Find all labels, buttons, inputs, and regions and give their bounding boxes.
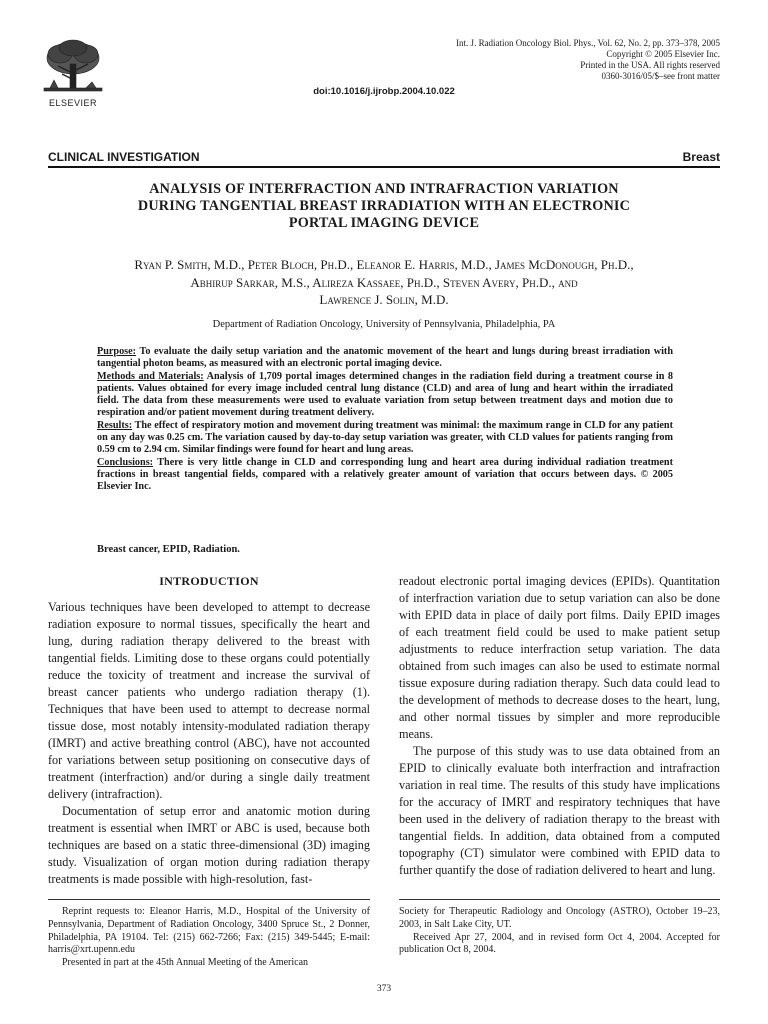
body-paragraph: readout electronic portal imaging devices (EPIDs). Quantitation of interfraction variation due to setup variation can also be done with EPID data in place of daily port films. Daily EPID images of each treatment field could be used to make patient setup adjustments to reduce interfraction setup variation. The data obtained from such images can also be used to estimate normal tissue exposure during radiation therapy. Such data could lead to the development of methods to decrease doses to the heart, lung, and other normal tissues by simpler and more reproducible means. bbox=[399, 574, 720, 741]
body-paragraph: The purpose of this study was to use data obtained from an EPID to clinically evaluate both interfraction and intrafraction variation in real time. The results of this study have implications for the accuracy of IMRT and respiratory techniques that have been used in the delivery of radiation therapy to the breast with tangential fields. In addition, data obtained from a computed topography (CT) simulator were combined with EPID data to further quantify the dose of radiation delivered to heart and lung. bbox=[399, 744, 720, 877]
footnote-text bbox=[48, 906, 370, 957]
body-column-right bbox=[399, 573, 720, 879]
abstract-label: Conclusions: bbox=[97, 456, 154, 468]
journal-citation bbox=[456, 38, 720, 82]
footnote-rule bbox=[399, 899, 720, 900]
title-line: DURING TANGENTIAL BREAST IRRADIATION WITH AN ELECTRONIC bbox=[137, 198, 631, 214]
journal-line: 0360-3016/05/$–see front matter bbox=[601, 71, 720, 81]
author-list bbox=[56, 256, 712, 309]
footnote-right bbox=[399, 906, 720, 957]
section-label: CLINICAL INVESTIGATION bbox=[48, 150, 200, 164]
article-title bbox=[80, 181, 688, 232]
page-number: 373 bbox=[376, 984, 392, 994]
publisher-name: ELSEVIER bbox=[48, 98, 98, 108]
journal-line: Printed in the USA. All rights reserved bbox=[580, 60, 720, 70]
abstract-text: Analysis of 1,709 portal images determined changes in the radiation field during a treatment course in 8 patients. Values obtained for every image included central lung distance (CLD) and area of lung and heart within the irradiated field. The data from these measurements were used to evaluate variation from setup between treatment days and motion due to respiration and/or patient movement during treatment delivery. bbox=[97, 370, 673, 419]
abstract-purpose bbox=[97, 346, 673, 371]
footnote-text: Presented in part at the 45th Annual Meeting of the American bbox=[62, 957, 309, 969]
abstract bbox=[97, 346, 673, 494]
abstract-label: Purpose: bbox=[97, 346, 137, 357]
keywords: Breast cancer, EPID, Radiation. bbox=[97, 544, 240, 555]
footnote-left bbox=[48, 906, 370, 970]
journal-line: Copyright © 2005 Elsevier Inc. bbox=[606, 49, 720, 59]
body-paragraph: Various techniques have been developed to attempt to decrease radiation exposure to normal tissues, specifically the heart and lung, during radiation therapy delivered to the breast with tangential fields. Limiting dose to these organs could potentially reduce the toxicity of treatment and increase the survival of breast cancer patients who undergo radiation therapy (1). Techniques that have been used to attempt to decrease normal tissue dose, most notably intensity-modulated radiation therapy (IMRT) and active breathing control (ABC), have not accounted for variations between setup positioning on consecutive days of treatment (interfraction) and/or during a single daily treatment delivery (intrafraction). bbox=[48, 600, 370, 801]
body-column-left bbox=[48, 573, 370, 888]
section-topic: Breast bbox=[682, 150, 720, 164]
reprint-info: Reprint requests to: Eleanor Harris, M.D., Hospital of the University of Pennsylvania, Department of Radiation Oncology, 3400 Spruce St., 2 Donner, Philadelphia, PA 19104. Tel: (215) 662-7266; Fax: (215) 349-5445; E-mail: harris@xrt.upenn.edu bbox=[48, 906, 370, 956]
author-line: Abhirup Sarkar, M.S., Alireza Kassaee, Ph.D., Steven Avery, Ph.D., and bbox=[190, 274, 578, 290]
section-heading: INTRODUCTION bbox=[159, 574, 259, 588]
abstract-text: The effect of respiratory motion and movement during treatment was minimal: the maximum range in CLD for any patient on any day was 0.25 cm. The variation caused by day-to-day setup variation was greater, with CLD values for patients ranging from 0.59 cm to 2.94 cm. Similar findings were found for heart and lung areas. bbox=[97, 419, 673, 456]
title-line: ANALYSIS OF INTERFRACTION AND INTRAFRACTION VARIATION bbox=[149, 181, 619, 197]
section-rule bbox=[48, 166, 720, 168]
body-paragraph: Documentation of setup error and anatomic motion during treatment is essential when IMRT or ABC is used, because both techniques are based on a static three-dimensional (3D) imaging study. Visualization of organ motion during radiation therapy treatments is made possible with high-resolution, fast- bbox=[48, 804, 370, 886]
footnote-text: Society for Therapeutic Radiology and Oncology (ASTRO), October 19–23, 2003, in Salt Lake City, UT. bbox=[399, 906, 720, 930]
abstract-label: Methods and Materials: bbox=[97, 370, 204, 382]
abstract-label: Results: bbox=[97, 419, 133, 431]
title-line: PORTAL IMAGING DEVICE bbox=[288, 215, 480, 231]
abstract-conclusions bbox=[97, 457, 673, 494]
footnote-rule bbox=[48, 899, 370, 900]
affiliation: Department of Radiation Oncology, University of Pennsylvania, Philadelphia, PA bbox=[212, 319, 556, 330]
abstract-results bbox=[97, 420, 673, 457]
abstract-methods bbox=[97, 371, 673, 420]
journal-line: Int. J. Radiation Oncology Biol. Phys., Vol. 62, No. 2, pp. 373–378, 2005 bbox=[456, 38, 720, 48]
abstract-text: To evaluate the daily setup variation and the anatomic movement of the heart and lungs during breast irradiation with tangential photon beams, as measured with an electronic portal imaging device. bbox=[97, 346, 673, 370]
author-line: Lawrence J. Solin, M.D. bbox=[319, 292, 449, 307]
author-line: Ryan P. Smith, M.D., Peter Bloch, Ph.D., Eleanor E. Harris, M.D., James McDonough, Ph.D., bbox=[134, 257, 634, 272]
abstract-text: There is very little change in CLD and corresponding lung and heart area during individual radiation treatment fractions in breast tangential fields, compared with a relatively greater amount of variation that occurs between days. © 2005 Elsevier Inc. bbox=[97, 456, 673, 493]
footnote-text: Received Apr 27, 2004, and in revised form Oct 4, 2004. Accepted for publication Oct 8, 2004. bbox=[399, 931, 720, 956]
doi: doi:10.1016/j.ijrobp.2004.10.022 bbox=[313, 86, 455, 97]
